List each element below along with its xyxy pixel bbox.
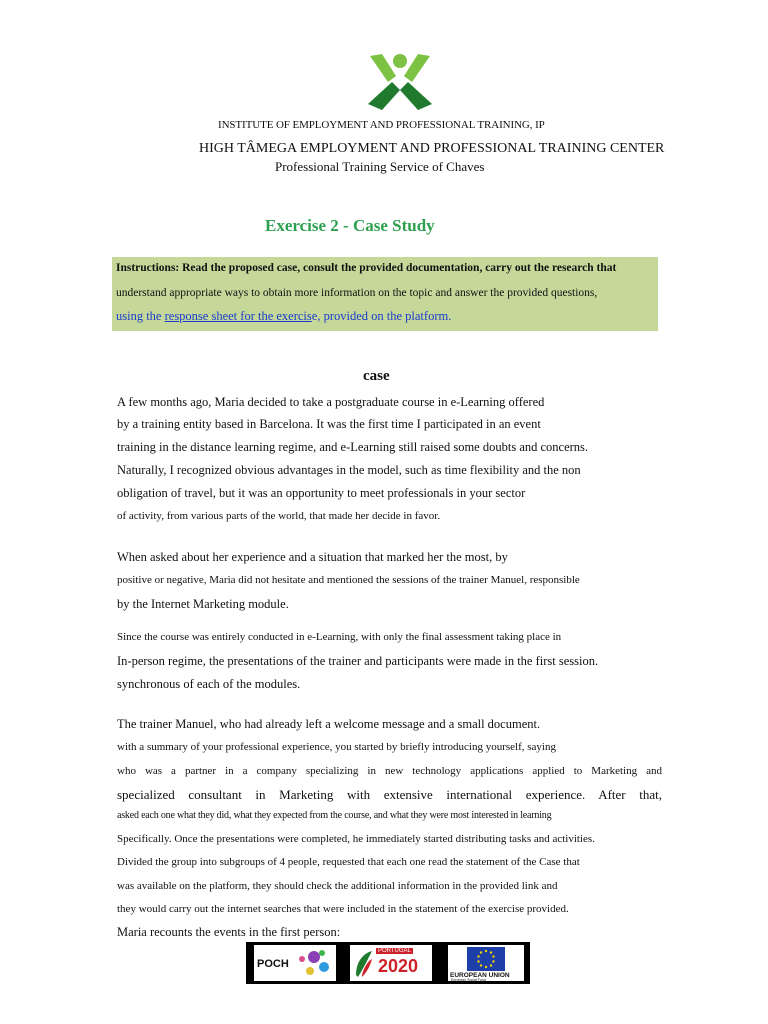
eu-label: EUROPEAN UNION (450, 972, 510, 979)
paragraph-line: When asked about her experience and a situation that marked her the most, by (117, 550, 508, 564)
paragraph-line: specialized consultant in Marketing with extensive international experience. After that, (117, 787, 662, 802)
instructions-line-3-pre: using the (116, 309, 165, 323)
portugal-label: PORTUGAL (378, 948, 411, 954)
service-name: Professional Training Service of Chaves (275, 159, 485, 174)
eu-sub-label: European Social Fund (451, 978, 486, 982)
paragraph-line: asked each one what they did, what they expected from the course, and what they were most interested in learning (117, 810, 552, 821)
paragraph-line: obligation of travel, but it was an opportunity to meet professionals in your sector (117, 486, 526, 500)
paragraph-line: Specifically. Once the presentations were completed, he immediately started distributing tasks and activities. (117, 833, 595, 845)
exercise-title: Exercise 2 - Case Study (265, 216, 435, 235)
eu-logo (448, 945, 524, 981)
instructions-line-1: Instructions: Read the proposed case, consult the provided documentation, carry out the research that (116, 262, 617, 274)
paragraph-line: they would carry out the internet searches that were included in the statement of the exercise provided. (117, 903, 569, 915)
instructions-line-2: understand appropriate ways to obtain more information on the topic and answer the provided questions, (116, 287, 598, 299)
paragraph-line: by the Internet Marketing module. (117, 597, 289, 611)
paragraph-line: The trainer Manuel, who had already left a welcome message and a small document. (117, 717, 541, 731)
institute-logo (366, 52, 434, 112)
eu-flag-icon (467, 947, 505, 971)
portugal-leaf-icon (354, 949, 374, 979)
paragraph-line: with a summary of your professional experience, you started by briefly introducing yourself, saying (117, 741, 556, 753)
paragraph-line: who was a partner in a company specializing in new technology applications applied to Marketing and (117, 765, 662, 777)
paragraph-line: A few months ago, Maria decided to take a postgraduate course in e-Learning offered (117, 395, 545, 409)
training-center-name: HIGH TÂMEGA EMPLOYMENT AND PROFESSIONAL TRAINING CENTER (199, 141, 665, 156)
instructions-line-3 (116, 309, 451, 324)
paragraph-line: training in the distance learning regime, and e-Learning still raised some doubts and concerns. (117, 440, 589, 454)
paragraph-line: Naturally, I recognized obvious advantages in the model, such as time flexibility and the non (117, 463, 581, 477)
paragraph-line: synchronous of each of the modules. (117, 677, 301, 691)
paragraph-line: Maria recounts the events in the first person: (117, 925, 341, 939)
funding-logos-strip (246, 942, 530, 984)
paragraph-line: was available on the platform, they should check the additional information in the provided link and (117, 880, 558, 892)
response-sheet-link[interactable]: response sheet for the exercis (164, 309, 312, 323)
portugal-2020-label: 2020 (378, 956, 419, 976)
case-heading: case (363, 368, 390, 384)
paragraph-line: Since the course was entirely conducted in e-Learning, with only the final assessment taking place in (117, 631, 562, 643)
poch-logo (254, 945, 336, 981)
paragraph-line: In-person regime, the presentations of the trainer and participants were made in the first session. (117, 654, 599, 668)
paragraph-line: by a training entity based in Barcelona. It was the first time I participated in an event (117, 417, 541, 431)
poch-label: POCH (257, 958, 289, 970)
paragraph-line: Divided the group into subgroups of 4 people, requested that each one read the statement of the Case that (117, 856, 580, 868)
institute-name: INSTITUTE OF EMPLOYMENT AND PROFESSIONAL TRAINING, IP (218, 119, 545, 131)
portugal-2020-logo (350, 945, 432, 981)
paragraph-line: of activity, from various parts of the world, that made her decide in favor. (117, 510, 441, 522)
paragraph-line: positive or negative, Maria did not hesitate and mentioned the sessions of the trainer Manuel, responsible (117, 574, 580, 586)
instructions-line-3-post: e, provided on the platform. (311, 309, 452, 323)
